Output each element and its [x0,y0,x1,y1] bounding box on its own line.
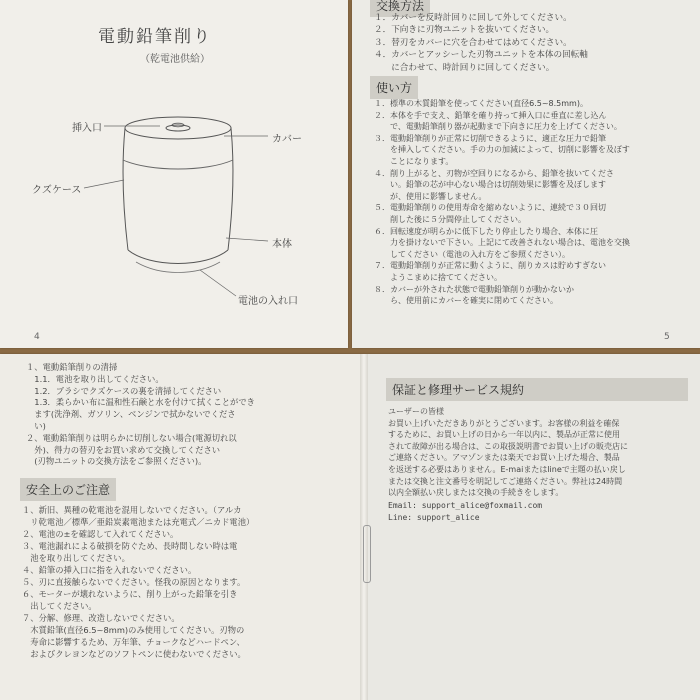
manual-page-5 [352,0,700,348]
support-line: Line: support_alice [388,513,480,522]
product-title: 電動鉛筆削り [98,27,212,47]
label-battery-port: 電池の入れ口 [238,296,298,307]
label-insert-port: 挿入口 [72,123,102,134]
warranty-text: ユーザーの皆様 お買い上げいただきありがとうございます。お客様の利益を確保 するために、お買い上げの日から一年以内に、製品が正常に使用 されて故障が出る場合は、この取扱説明書でお買い上げの販売店に ご連絡ください。アマゾンまたは楽天でお買い上げた場合、製品 を返送する必要はありません。E-maiまたはlineで主題の払い戻し または交換と注文番号を明記してご連絡ください。弊社は24時間 以内全額払い戻しまたは交換の手続きをします。 [388,407,628,498]
cleaning-instructions: １、電動鉛筆削りの清掃 1.1．電池を取り出してください。 1.2．ブラシでクズケースの裏を清掃してください 1.3．柔らかい布に温和性石鹸と水を付けて拭くことができ ます(洗浄剤、ガソリン、ベンジンで拭かないでくださ い) ２、電動鉛筆削りは明らかに切削しない場合(電源切れ以 外)、得力の替刃をお買い求めて交換してください (刃物ユニットの交換方法をご参照ください)。 [26,362,255,467]
manual-page-4 [0,0,348,348]
label-cover: カバー [272,134,302,145]
product-subtitle: （乾電池供給） [140,54,210,65]
page-number: 5 [664,332,670,342]
page-number: 4 [34,332,40,342]
usage-steps: １．標準の木質鉛筆を使ってください(直径6.5~8.5mm)。 ２．本体を手で支え、鉛筆を確り持って挿入口に垂直に差し込ん で、電動鉛筆削り器が起動まで下向きに圧力を上げてください。 ３．電動鉛筆削りが正常に切削できるように、適正な圧力で鉛筆 を挿入してください。手の力の加減によって、切削に影響を及ぼす ことになります。 ４．削り上がると、刃物が空回りになるから、鉛筆を抜いてくださ い。鉛筆の芯が中心ない場合は切削効果に影響を及ぼします が、使用に影響しません。 ５．電動鉛筆削りの使用寿命を縮めないように、連続で３０回切 削した後に５分間停止してください。 ６．回転速度が明らかに低下したり停止したり場合、本体に圧 力を掛けないで下さい。上記にて改善されない場合は、電池を交換 してください（電池の入れ方をご参照ください）。 ７．電動鉛筆削りが正常に動くように、削りカスは貯めすぎない ようこまめに捨ててください。 ８．カバーが外された状態で電動鉛筆削りが動かないか ら、使用前にカバーを確実に閉めてください。 [374,99,630,306]
staple [363,525,371,583]
label-waste-case: クズケース [32,185,82,196]
label-body: 本体 [272,239,292,250]
support-email: Email: support_alice@foxmail.com [388,501,543,510]
section-heading-safety: 安全上のご注意 [20,478,116,501]
manual-page-warranty [364,354,700,700]
safety-notes: １、新旧、異種の乾電池を混用しないでください。（アルカ リ乾電池／標準／亜鉛炭素電池または充電式／ニカド電池） ２、電池の±を確認して入れてください。 ３、電池漏れによる破損を防ぐため、長時間しない時は電 池を取り出してください。 ４、鉛筆の挿入口に指を入れないでください。 ５、刃に直接触らないでください。怪我の原因となります。 ６、モーターが壊れないように、削り上がった鉛筆を引き 出してください。 ７、分解、修理、改造しないでください。 木質鉛筆(直径6.5~8mm)のみ使用してください。刃物の 寿命に影響するため、万年筆、チョークなどハードペン、 およびクレヨンなどのソフトペンに使わないでください。 [22,505,255,659]
manual-page-care-safety [0,354,364,700]
section-heading-replacement: 交換方法 [370,0,430,17]
section-heading-warranty: 保証と修理サービス規約 [386,378,688,401]
replacement-steps: １．カバーを反時計回りに回して外してください。 ２．下向きに刃物ユニットを抜いてください。 ３．替刃をカバーに穴を合わせてはめてください。 ４．カバーとアッシーした刃物ユニットを本体の回転軸 に合わせて、時計回りに回してください。 [374,13,588,73]
section-heading-usage: 使い方 [370,76,418,99]
